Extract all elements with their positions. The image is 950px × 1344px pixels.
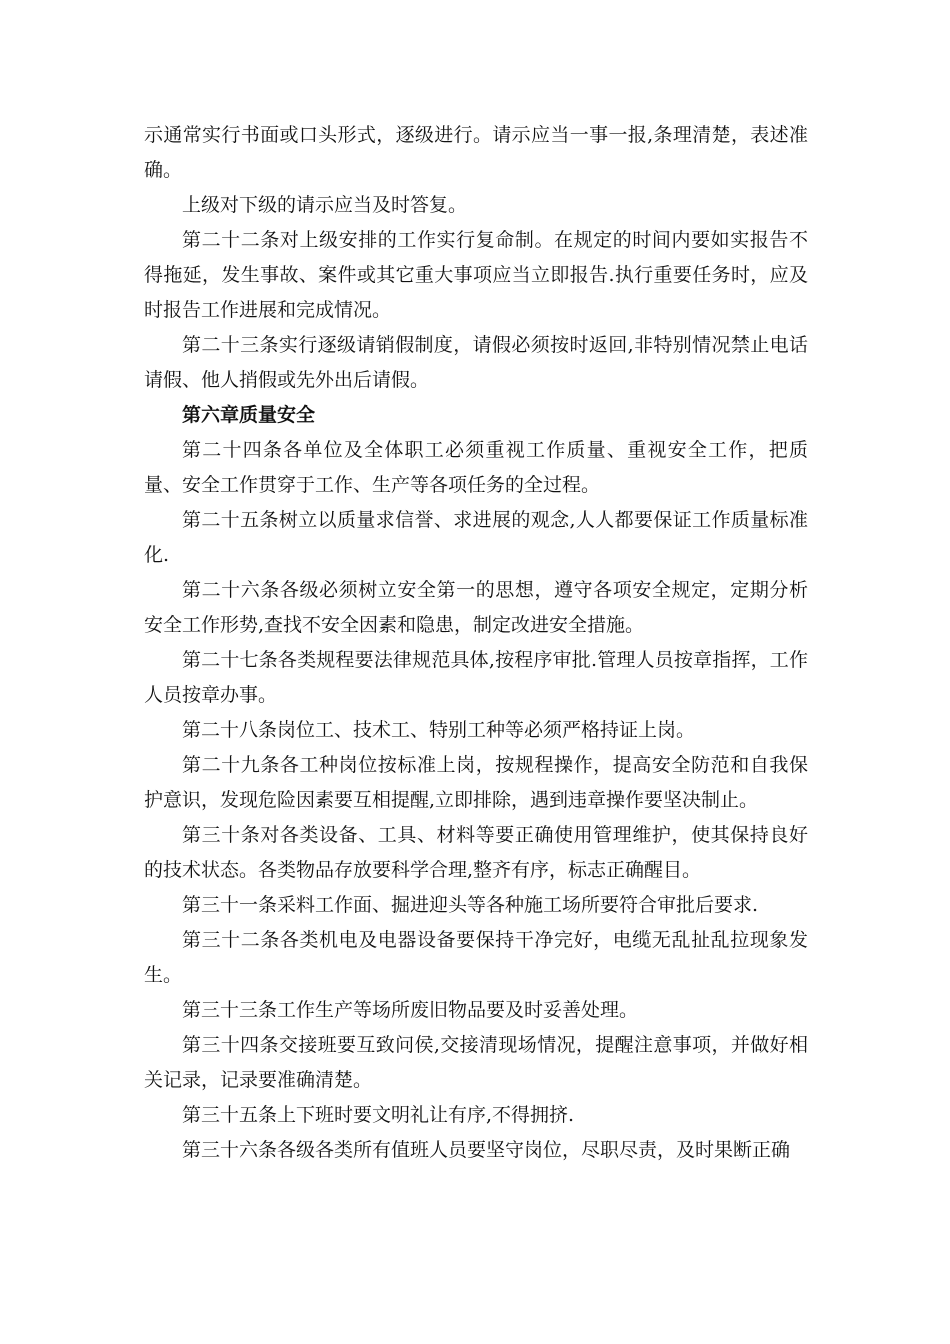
paragraph: 第三十六条各级各类所有值班人员要坚守岗位，尽职尽责，及时果断正确 bbox=[182, 1139, 791, 1161]
paragraph: 第三十条对各类设备、工具、材料等要正确使用管理维护，使其保持良好的技术状态。各类物品存放要科学合理,整齐有序，标志正确醒目。 bbox=[144, 824, 808, 881]
paragraph: 第二十七条各类规程要法律规范具体,按程序审批.管理人员按章指挥，工作人员按章办事。 bbox=[144, 649, 808, 706]
paragraph: 第二十三条实行逐级请销假制度，请假必须按时返回,非特别情况禁止电话请假、他人捎假或先外出后请假。 bbox=[144, 334, 808, 391]
chapter-heading: 第六章质量安全 bbox=[182, 404, 316, 426]
paragraph: 第二十五条树立以质量求信誉、求进展的观念,人人都要保证工作质量标准化. bbox=[144, 509, 808, 566]
paragraph: 第二十八条岗位工、技术工、特别工种等必须严格持证上岗。 bbox=[182, 719, 696, 741]
paragraph: 第二十九条各工种岗位按标准上岗，按规程操作，提高安全防范和自我保护意识，发现危险因素要互相提醒,立即排除，遇到违章操作要坚决制止。 bbox=[144, 754, 808, 811]
paragraph: 第三十四条交接班要互致问侯,交接清现场情况，提醒注意事项，并做好相关记录，记录要准确清楚。 bbox=[144, 1034, 808, 1091]
paragraph: 第三十一条采料工作面、掘进迎头等各种施工场所要符合审批后要求. bbox=[182, 894, 759, 916]
paragraph-continuation: 示通常实行书面或口头形式，逐级进行。请示应当一事一报,条理清楚，表述准确。 bbox=[144, 124, 808, 181]
paragraph: 第三十三条工作生产等场所废旧物品要及时妥善处理。 bbox=[182, 999, 639, 1021]
document-body bbox=[144, 118, 808, 1168]
paragraph: 第三十二条各类机电及电器设备要保持干净完好，电缆无乱扯乱拉现象发生。 bbox=[144, 929, 808, 986]
paragraph: 第三十五条上下班时要文明礼让有序,不得拥挤. bbox=[182, 1104, 575, 1126]
paragraph: 第二十四条各单位及全体职工必须重视工作质量、重视安全工作，把质量、安全工作贯穿于工作、生产等各项任务的全过程。 bbox=[144, 439, 808, 496]
paragraph: 第二十六条各级必须树立安全第一的思想，遵守各项安全规定，定期分析安全工作形势,查找不安全因素和隐患，制定改进安全措施。 bbox=[144, 579, 808, 636]
paragraph: 上级对下级的请示应当及时答复。 bbox=[182, 194, 468, 216]
paragraph: 第二十二条对上级安排的工作实行复命制。在规定的时间内要如实报告不得拖延，发生事故、案件或其它重大事项应当立即报告.执行重要任务时，应及时报告工作进展和完成情况。 bbox=[144, 229, 808, 321]
